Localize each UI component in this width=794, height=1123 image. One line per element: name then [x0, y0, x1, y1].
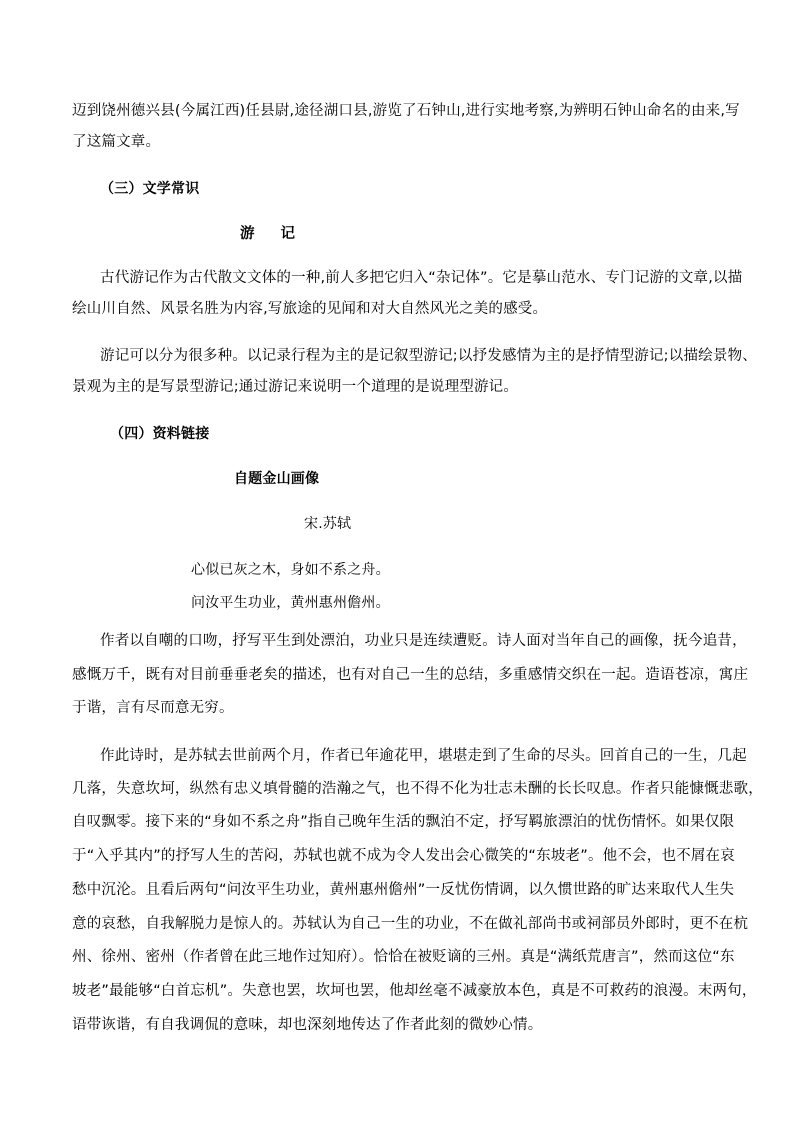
analysis-para-2-line-7: 州、徐州、密州（作者曾在此三地作过知府）。恰恰在被贬谪的三州。真是“满纸荒唐言”，然而这位“东	[72, 949, 735, 965]
youji-para-1-line-2: 绘山川自然、风景名胜为内容,写旅途的见闻和对大自然风光之美的感受。	[72, 301, 548, 317]
poem-author: 宋.苏轼	[304, 516, 352, 532]
analysis-para-1-line-2: 感慨万千，既有对目前垂垂老矣的描述，也有对自己一生的总结，多重感情交织在一起。造语苍凉，寓庄	[72, 667, 749, 683]
youji-subheading: 游记	[240, 226, 321, 242]
intro-line-2: 了这篇文章。	[72, 134, 161, 150]
youji-para-2-line-1: 游记可以分为很多种。以记录行程为主的是记叙型游记;以抒发感情为主的是抒情型游记;以描绘景物、	[100, 348, 757, 364]
analysis-para-2-line-9: 语带诙谐，有自我调侃的意味，却也深刻地传达了作者此刻的微妙心情。	[72, 1017, 543, 1033]
poem-title: 自题金山画像	[234, 471, 320, 487]
youji-para-2-line-2: 景观为主的是写景型游记;通过游记来说明一个道理的是说理型游记。	[72, 379, 519, 395]
analysis-para-1-line-1: 作者以自嘲的口吻，抒写平生到处漂泊，功业只是连续遭贬。诗人面对当年自己的画像，抚今追昔，	[100, 633, 747, 649]
analysis-para-2-line-8: 坡老”最能够“白首忘机”。失意也罢，坎坷也罢，他却丝毫不减豪放本色，真是不可救药的浪漫。末两句，	[72, 983, 757, 999]
analysis-para-1-line-3: 于谐，言有尽而意无穷。	[72, 700, 234, 716]
poem-verse-1: 心似已灰之木，身如不系之舟。	[191, 562, 390, 578]
analysis-para-2-line-2: 几落，失意坎坷，纵然有忠义填骨髓的浩瀚之气，也不得不化为壮志未酬的长长叹息。作者只能慷慨悲歌，	[72, 781, 763, 797]
analysis-para-2-line-5: 愁中沉沦。且看后两句“问汝平生功业，黄州惠州儋州”一反忧伤情调，以久惯世路的旷达来取代人生失	[72, 882, 735, 898]
analysis-para-2-line-6: 意的哀愁，自我解脱力是惊人的。苏轼认为自己一生的功业，不在做礼部尚书或祠部员外郎时，更不在杭	[72, 916, 749, 932]
poem-verse-2: 问汝平生功业，黄州惠州儋州。	[191, 595, 390, 611]
analysis-para-2-line-3: 自叹飘零。接下来的“身如不系之舟”指自己晚年生活的飘泊不定，抒写羁旅漂泊的忧伤情怀。如果仅限	[72, 814, 735, 830]
section-4-heading: （四）资料链接	[110, 426, 210, 442]
intro-line-1: 迈到饶州德兴县(今属江西)任县尉,途径湖口县,游览了石钟山,进行实地考察,为辨明石钟山命名的由来,写	[72, 103, 740, 119]
section-3-heading: （三）文学常识	[100, 181, 200, 197]
youji-para-1-line-1: 古代游记作为古代散文文体的一种,前人多把它归入“杂记体”。它是摹山范水、专门记游的文章,以描	[100, 270, 743, 286]
analysis-para-2-line-1: 作此诗时，是苏轼去世前两个月，作者已年逾花甲，堪堪走到了生命的尽头。回首自己的一生，几起	[100, 748, 747, 764]
analysis-para-2-line-4: 于“入乎其内”的抒写人生的苦闷，苏轼也就不成为令人发出会心微笑的“东坡老”。他不会，也不屑在哀	[72, 848, 735, 864]
